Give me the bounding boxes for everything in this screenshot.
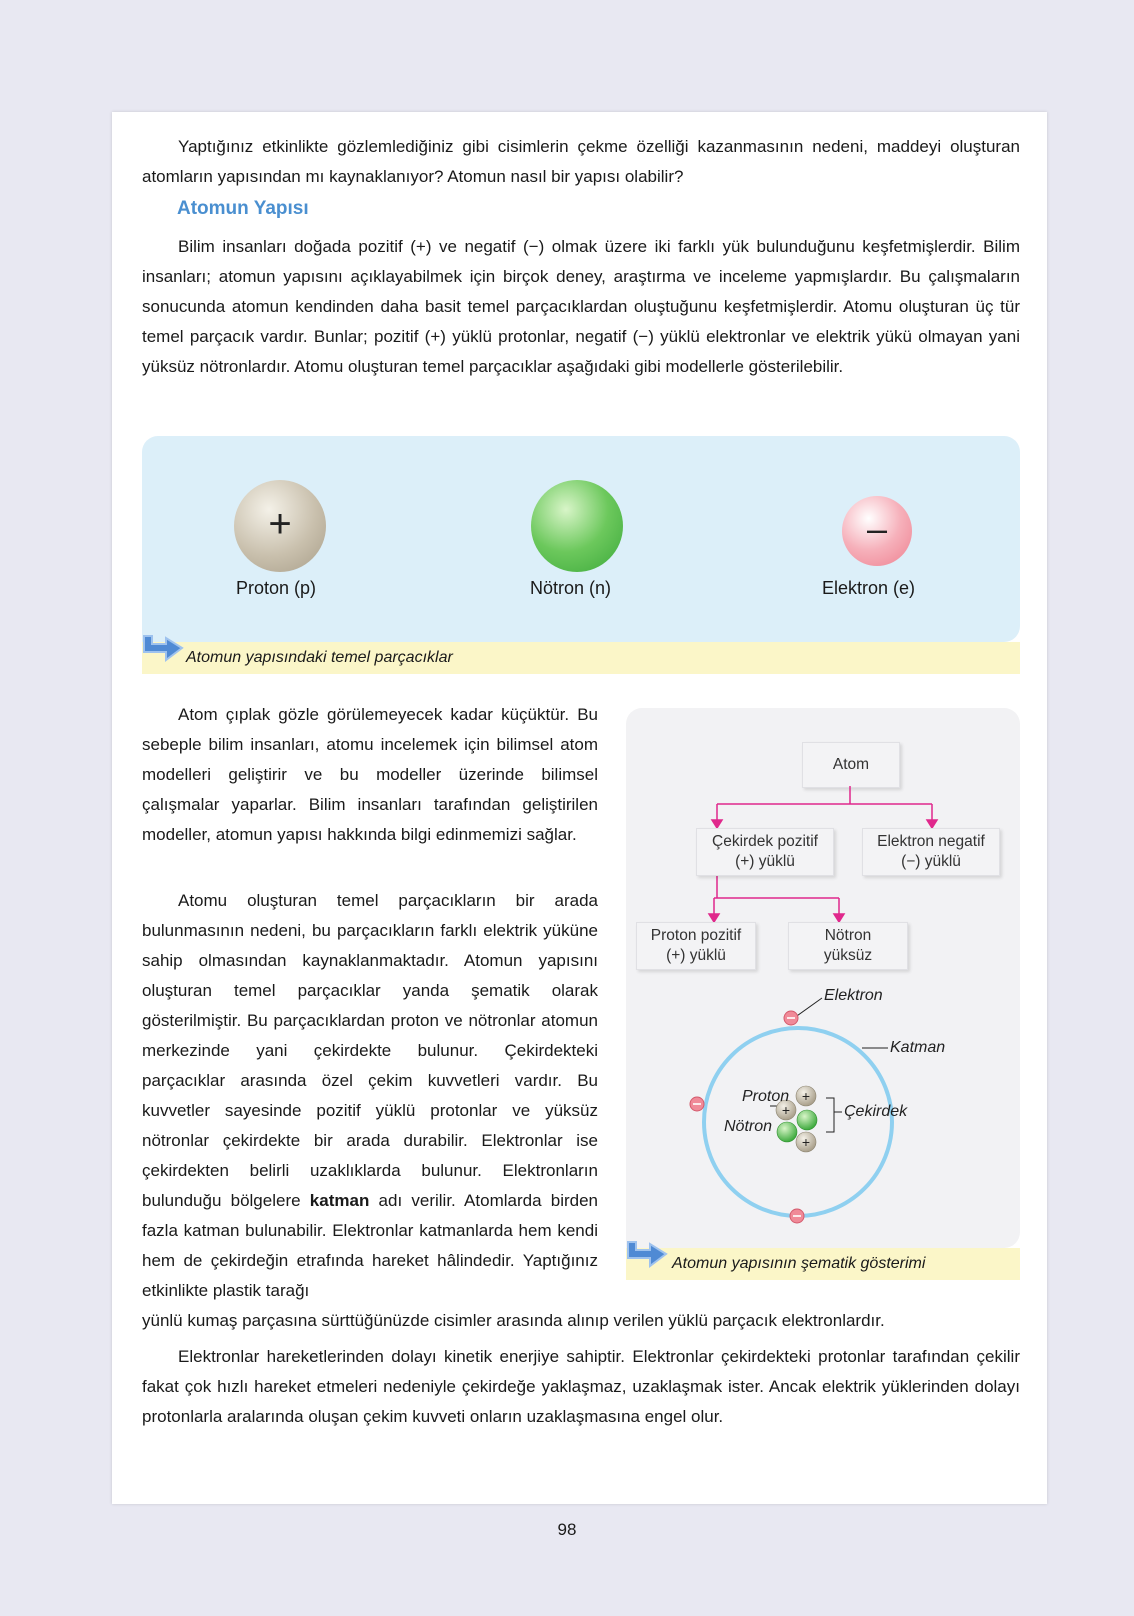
neutron-label: Nötron (n) (530, 578, 612, 598)
neutron-box-line-1: Nötron (824, 927, 872, 944)
column-text-b: adı verilir. Atomlarda birden fazla katman bulunabilir. Elektronlar katmanlarda hem kendi hem de çekirdeğin etrafında hareket hâlindedir. Yaptığınız etkinlikte plastik tarağı (142, 1191, 598, 1300)
electron-box (862, 828, 1000, 876)
nucleus-box-line-1: Çekirdek pozitif (712, 833, 818, 850)
nucleus-box-line-2: (+) yüklü (735, 853, 795, 870)
electron-box-line-2: (−) yüklü (901, 853, 961, 870)
neutron-box (788, 922, 908, 970)
svg-text:+: + (781, 1102, 791, 1118)
proton-label: Proton (p) (236, 578, 317, 598)
svg-text:+: + (801, 1088, 811, 1104)
closing-paragraph: Elektronlar hareketlerinden dolayı kinetik enerjiye sahiptir. Elektronlar çekirdekteki protonlar tarafından çekilir fakat çok hızlı hareket etmeleri nedeniyle çekirdeğe yaklaşmaz, uzaklaşmak ister. Ancak elektrik yüklerinden dolayı protonlarla aralarında oluşan çekim kuvveti onların uzaklaşmasına engel olur. (142, 1347, 1020, 1426)
full-width-line: yünlü kumaş parçasına sürttüğünüzde cisimler arasında alınıp verilen yüklü parçacık elektronlardır. (142, 1311, 885, 1330)
neutron-box-line-2: yüksüz (823, 947, 873, 964)
diagram-connectors (626, 708, 1020, 1248)
label-shell: Katman (890, 1039, 946, 1056)
column-paragraph-2 (142, 886, 598, 1306)
electron-label: Elektron (e) (822, 578, 916, 598)
column-paragraph-1: Atom çıplak gözle görülemeyecek kadar küçüktür. Bu sebeple bilim insanları, atomu incelemek için bilimsel atom modelleri geliştirir ve bu modeller üzerinde bilimsel çalışmalar yaparlar. Bilim insanları tarafından geliştirilen modeller, atomun yapısı hakkında bilgi edinmemizi sağlar. (142, 705, 598, 844)
nucleus-box (696, 828, 834, 876)
plus-sign: + (268, 502, 292, 546)
section-heading: Atomun Yapısı (177, 198, 309, 219)
label-nucleus: Çekirdek (844, 1103, 908, 1120)
proton-ball (234, 480, 326, 572)
column-text-a: Atomu oluşturan temel parçacıkların bir arada bulunmasının nedeni, bu parçacıkların farklı elektrik yüküne sahip olmasından kaynaklanmaktadır. Atomun yapısını oluşturan temel parçacıklar yanda şematik olarak gösterilmiştir. Bu parçacıklardan proton ve nötronlar atomun merkezinde yani çekirdekte bulunur. Çekirdekteki parçacıklar arasında özel çekim kuvvetleri vardır. Bu kuvvetler sayesinde pozitif yüklü protonlar ve yüksüz nötronlar çekirdekte bir arada durabilir. Elektronlar ise çekirdekten belirli uzaklıklarda bulunur. Elektronların bulunduğu bölgelere (142, 891, 598, 1210)
label-neutron: Nötron (724, 1118, 773, 1135)
term-katman: katman (309, 1191, 370, 1210)
label-electron: Elektron (824, 987, 883, 1004)
intro-paragraph: Yaptığınız etkinlikte gözlemlediğiniz gibi cisimlerin çekme özelliği kazanmasının nedeni, maddeyi oluşturan atomların yapısından mı kaynaklanıyor? Atomun nasıl bir yapısı olabilir? (142, 137, 1020, 186)
minus-sign: – (866, 508, 888, 549)
proton-box-line-1: Proton pozitif (650, 927, 742, 944)
neutron-ball (531, 480, 623, 572)
diagram-caption-arrow-icon (626, 1236, 672, 1276)
diagram-caption: Atomun yapısının şematik gösterimi (672, 1255, 926, 1272)
electron-box-line-1: Elektron negatif (877, 833, 985, 850)
atom-box: Atom (802, 742, 900, 788)
section-paragraph: Bilim insanları doğada pozitif (+) ve negatif (−) olmak üzere iki farklı yük bulunduğunu keşfetmişlerdir. Bilim insanları; atomun yapısını açıklayabilmek için birçok deney, araştırma ve inceleme yapmışlardır. Bu çalışmaların sonucunda atomun kendinden daha basit temel parçacıklardan oluştuğunu keşfetmişlerdir. Atomu oluşturan üç tür temel parçacık vardır. Bunlar; pozitif (+) yüklü protonlar, negatif (−) yüklü elektronlar ve elektrik yükü olmayan yani yüksüz nötronlardır. Atomu oluşturan temel parçacıklar aşağıdaki gibi modellerle gösterilebilir. (142, 237, 1020, 376)
proton-box (636, 922, 756, 970)
caption-arrow-icon (142, 630, 188, 670)
label-proton: Proton (742, 1088, 790, 1105)
particles-caption: Atomun yapısındaki temel parçacıklar (186, 649, 453, 666)
proton-box-line-2: (+) yüklü (666, 947, 726, 964)
atom-diagram-panel (626, 708, 1020, 1248)
svg-text:+: + (801, 1134, 811, 1150)
particles-panel (142, 436, 1020, 642)
page-number: 98 (557, 1520, 577, 1539)
electron-ball (842, 496, 912, 566)
